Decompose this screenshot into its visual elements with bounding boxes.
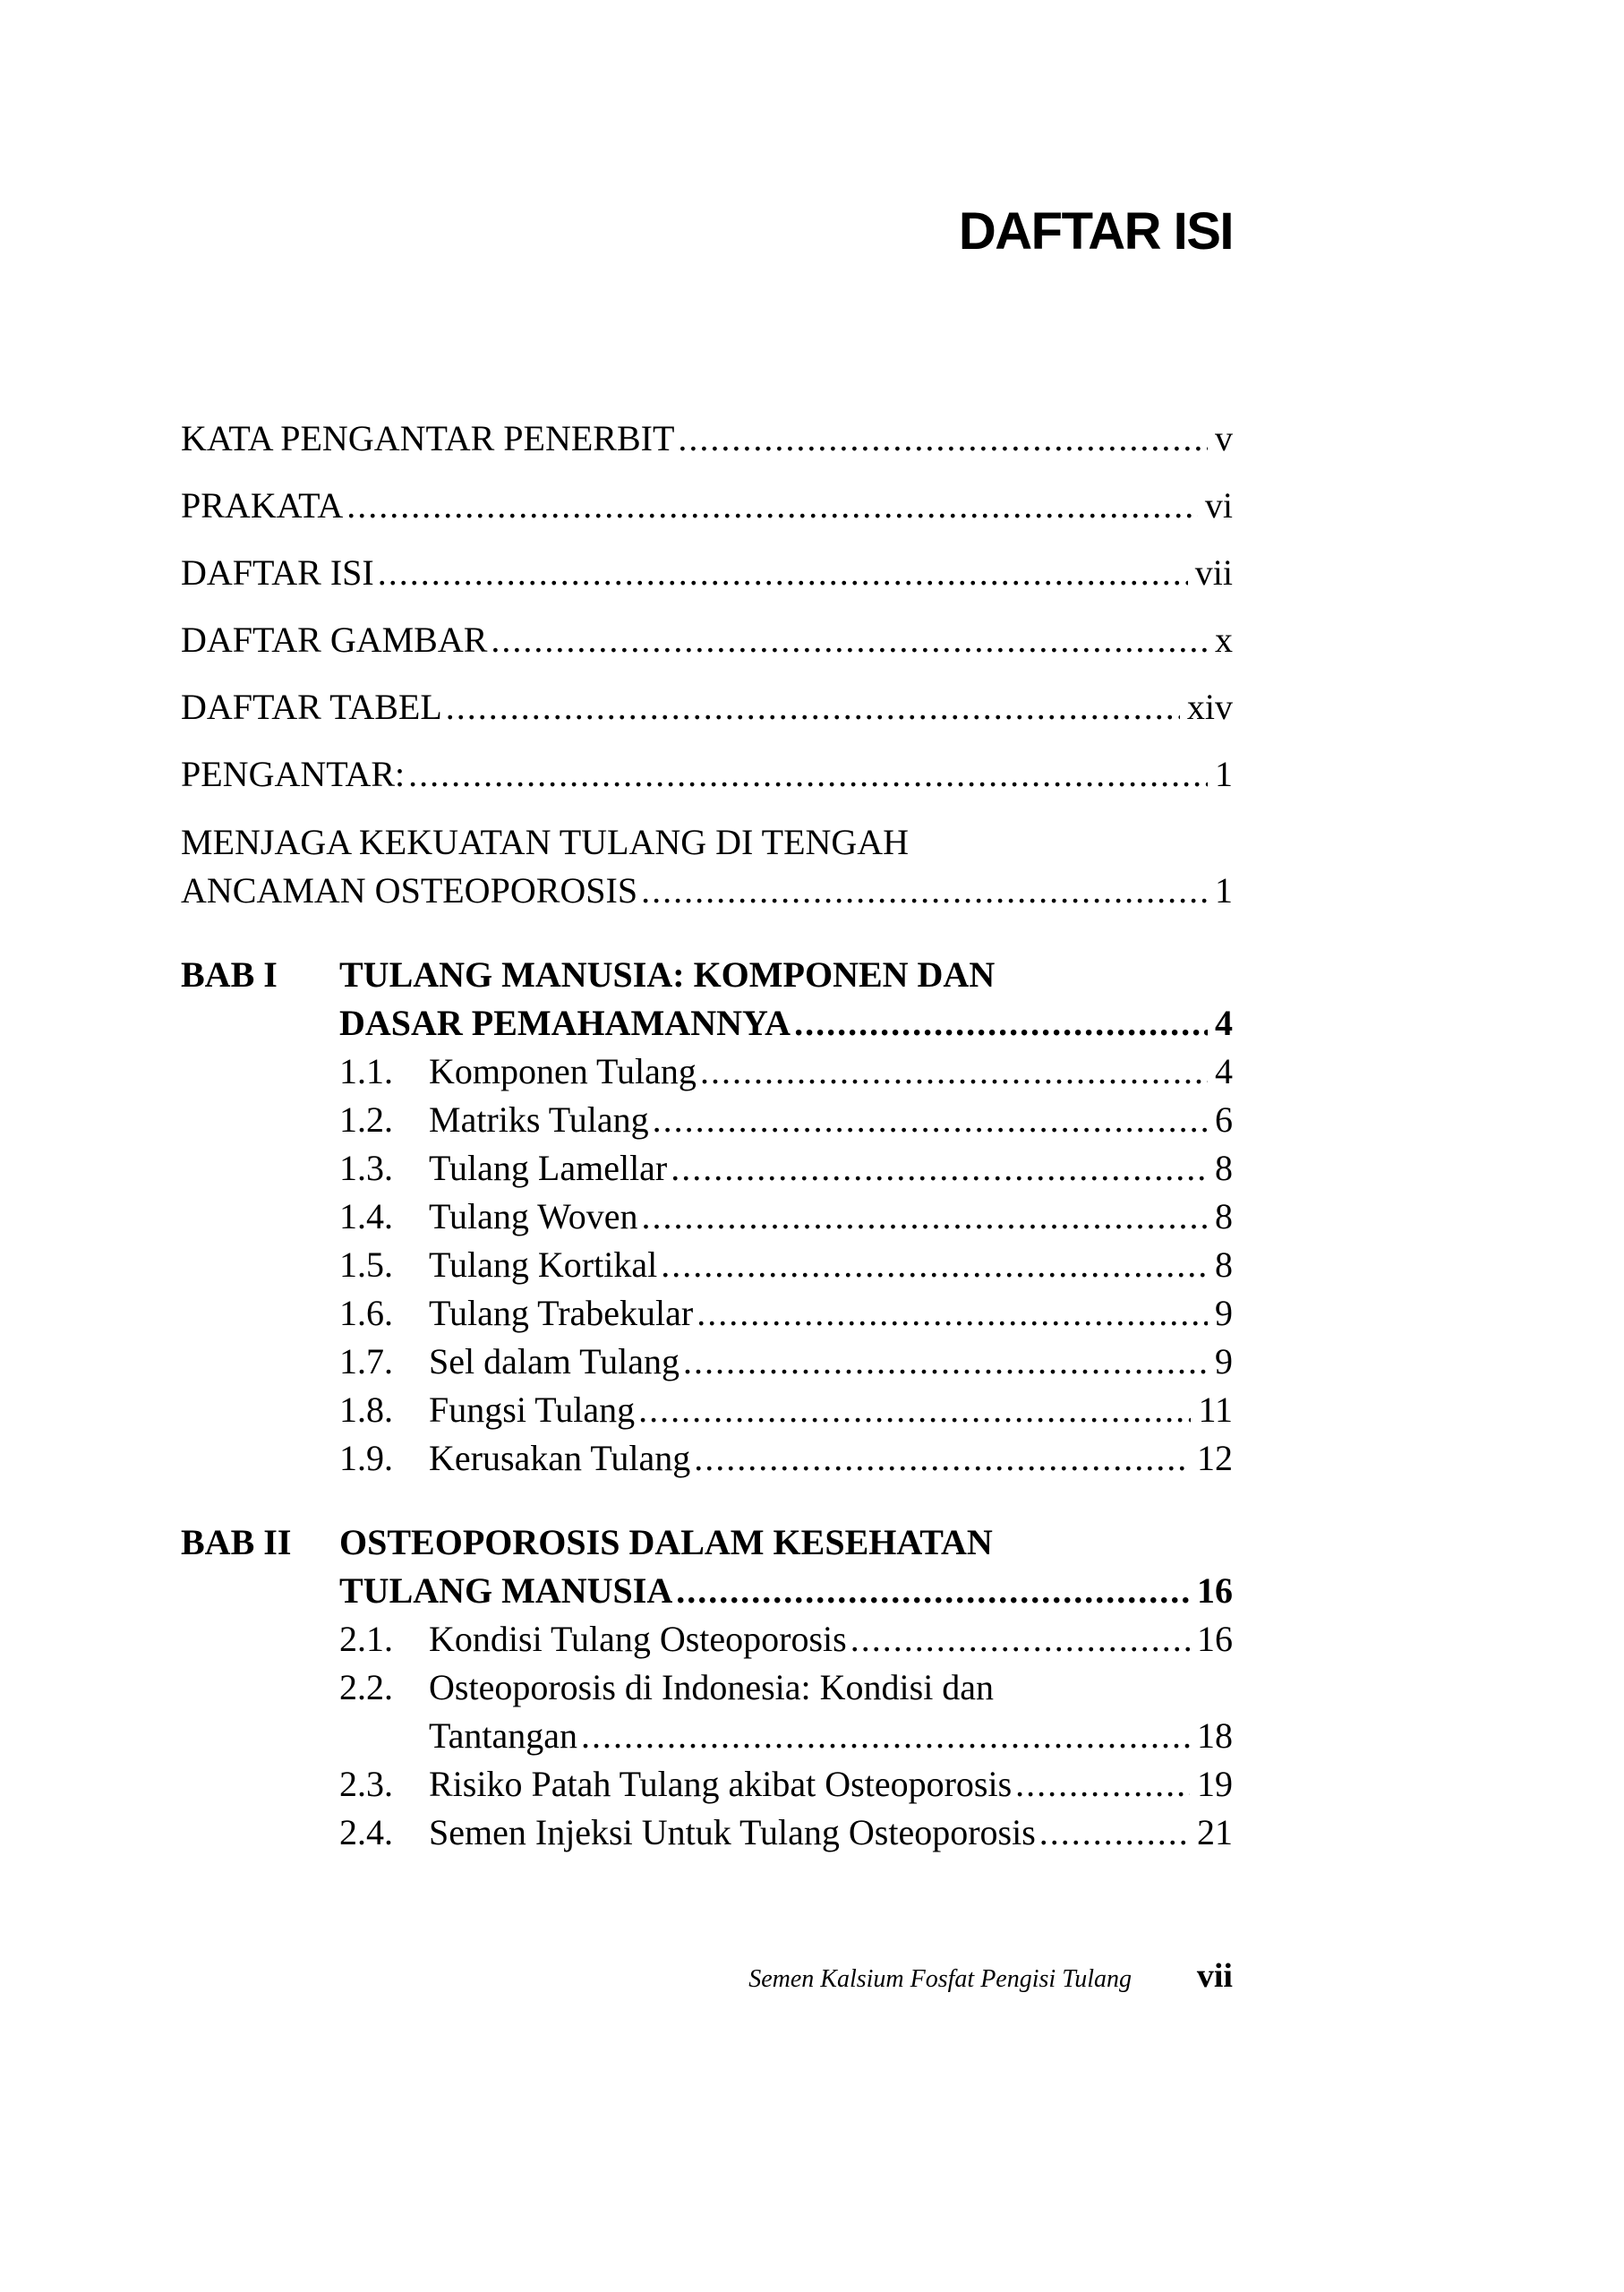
section-number: 1.1. xyxy=(339,1051,393,1091)
toc-page-number: 21 xyxy=(1197,1812,1233,1852)
toc-page-number: 18 xyxy=(1197,1715,1233,1756)
toc-entry-pengantar[interactable] xyxy=(181,753,1233,796)
toc-entry-label: DAFTAR GAMBAR xyxy=(181,620,488,660)
toc-page-number: 16 xyxy=(1197,1619,1233,1659)
dot-leader xyxy=(408,753,1208,796)
dot-leader xyxy=(697,1292,1208,1335)
toc-entry-section[interactable] xyxy=(339,1437,1233,1480)
toc-entry-label xyxy=(339,1437,694,1480)
section-number: 1.8. xyxy=(339,1390,393,1430)
toc-entry-label xyxy=(339,1340,683,1383)
dot-leader xyxy=(794,1002,1208,1045)
toc-entry-kata-pengantar[interactable] xyxy=(181,417,1233,460)
dot-leader xyxy=(661,1244,1208,1287)
section-title: Sel dalam Tulang xyxy=(429,1341,680,1381)
section-number: 1.2. xyxy=(339,1099,393,1140)
toc-page-number: 1 xyxy=(1215,754,1233,794)
toc-entry-daftar-gambar[interactable] xyxy=(181,619,1233,662)
toc-intro-line1[interactable]: MENJAGA KEKUATAN TULANG DI TENGAH xyxy=(181,822,910,862)
toc-entry-label xyxy=(339,1389,638,1432)
dot-leader xyxy=(850,1618,1190,1661)
toc-page-number: v xyxy=(1215,418,1233,458)
toc-page-number: 6 xyxy=(1215,1099,1233,1140)
toc-entry-label xyxy=(339,1195,641,1238)
dot-leader xyxy=(641,869,1208,912)
toc-entry-label xyxy=(339,1099,653,1142)
dot-leader xyxy=(346,484,1198,527)
dot-leader xyxy=(683,1340,1208,1383)
toc-entry-daftar-tabel[interactable] xyxy=(181,686,1233,729)
toc-entry-section[interactable] xyxy=(339,1618,1233,1661)
toc-page-number: 16 xyxy=(1197,1570,1233,1611)
toc-page-number: 8 xyxy=(1215,1244,1233,1285)
toc-entry-section-line1[interactable] xyxy=(339,1666,994,1709)
section-title: Tulang Kortikal xyxy=(429,1244,658,1285)
section-number: 1.6. xyxy=(339,1293,393,1333)
toc-page-number: 11 xyxy=(1198,1390,1233,1430)
toc-entry-label xyxy=(339,1811,1039,1854)
dot-leader xyxy=(1015,1763,1190,1806)
toc-page-number: 19 xyxy=(1197,1764,1233,1804)
section-number: 1.3. xyxy=(339,1148,393,1188)
page-title: DAFTAR ISI xyxy=(958,202,1233,261)
dot-leader xyxy=(653,1099,1208,1142)
section-number: 2.2. xyxy=(339,1667,393,1707)
toc-entry-intro[interactable] xyxy=(181,869,1233,912)
toc-entry-section[interactable] xyxy=(339,1244,1233,1287)
toc-entry-section[interactable] xyxy=(339,1050,1233,1093)
toc-entry-label: DAFTAR TABEL xyxy=(181,687,442,727)
dot-leader xyxy=(581,1715,1190,1757)
toc-entry-label: PRAKATA xyxy=(181,485,344,526)
toc-entry-label xyxy=(339,1244,661,1287)
section-number: 1.9. xyxy=(339,1438,393,1478)
toc-entry-label xyxy=(339,1618,850,1661)
section-number: 1.5. xyxy=(339,1244,393,1285)
toc-entry-section[interactable] xyxy=(339,1763,1233,1806)
toc-page-number: x xyxy=(1215,620,1233,660)
toc-page-number: 9 xyxy=(1215,1341,1233,1381)
section-number: 2.1. xyxy=(339,1619,393,1659)
dot-leader xyxy=(491,619,1208,662)
section-title: Fungsi Tulang xyxy=(429,1390,636,1430)
toc-page-number: vii xyxy=(1194,552,1233,593)
section-number: 1.4. xyxy=(339,1196,393,1236)
toc-page-number: xiv xyxy=(1186,687,1233,727)
dot-leader xyxy=(678,417,1208,460)
chapter-title-line1[interactable]: TULANG MANUSIA: KOMPONEN DAN xyxy=(339,954,996,995)
dot-leader xyxy=(1039,1811,1190,1854)
dot-leader xyxy=(638,1389,1191,1432)
toc-entry-section[interactable] xyxy=(339,1811,1233,1854)
toc-entry-section[interactable] xyxy=(339,1147,1233,1190)
dot-leader xyxy=(378,552,1188,594)
dot-leader xyxy=(700,1050,1208,1093)
section-title: Osteoporosis di Indonesia: Kondisi dan xyxy=(429,1667,995,1707)
chapter-title-line2: DASAR PEMAHAMANNYA xyxy=(339,1003,791,1043)
footer-book-title: Semen Kalsium Fosfat Pengisi Tulang xyxy=(748,1965,1132,1993)
section-title: Kondisi Tulang Osteoporosis xyxy=(429,1619,847,1659)
chapter-title-line2: TULANG MANUSIA xyxy=(339,1570,673,1611)
chapter-label: BAB I xyxy=(181,954,278,995)
toc-entry-label xyxy=(339,1763,1015,1806)
chapter-label: BAB II xyxy=(181,1522,292,1562)
section-number: 2.4. xyxy=(339,1812,393,1852)
toc-page-number: 9 xyxy=(1215,1293,1233,1333)
dot-leader xyxy=(694,1437,1190,1480)
toc-entry-label xyxy=(339,1050,700,1093)
section-number: 1.7. xyxy=(339,1341,393,1381)
toc-entry-section[interactable] xyxy=(339,1099,1233,1142)
section-title-continued: Tantangan xyxy=(429,1715,578,1756)
toc-entry-section[interactable] xyxy=(339,1389,1233,1432)
toc-page-number: 12 xyxy=(1197,1438,1233,1478)
toc-page-number: 4 xyxy=(1215,1051,1233,1091)
section-title: Tulang Woven xyxy=(429,1196,638,1236)
toc-page-number: 8 xyxy=(1215,1196,1233,1236)
section-title: Semen Injeksi Untuk Tulang Osteoporosis xyxy=(429,1812,1036,1852)
toc-entry-section[interactable] xyxy=(339,1292,1233,1335)
toc-entry-chapter-1[interactable] xyxy=(339,1002,1233,1045)
toc-page-number: 1 xyxy=(1215,870,1233,911)
section-title: Tulang Trabekular xyxy=(429,1293,694,1333)
toc-entry-label: DAFTAR ISI xyxy=(181,552,374,593)
section-title: Kerusakan Tulang xyxy=(429,1438,691,1478)
toc-entry-chapter-2[interactable] xyxy=(339,1569,1233,1612)
toc-entry-label: KATA PENGANTAR PENERBIT xyxy=(181,418,675,458)
footer-page-number: vii xyxy=(1196,1957,1233,1995)
toc-page-number: vi xyxy=(1204,485,1233,526)
toc-page-number: 8 xyxy=(1215,1148,1233,1188)
page-footer xyxy=(0,1956,1233,2010)
toc-entry-label xyxy=(339,1147,671,1190)
dot-leader xyxy=(446,686,1180,729)
toc-entry-label xyxy=(339,1292,697,1335)
section-title: Matriks Tulang xyxy=(429,1099,649,1140)
section-title: Komponen Tulang xyxy=(429,1051,697,1091)
toc-entry-label: ANCAMAN OSTEOPOROSIS xyxy=(181,870,638,911)
toc-entry-section[interactable] xyxy=(429,1715,1233,1757)
toc-entry-prakata[interactable] xyxy=(181,484,1233,527)
dot-leader xyxy=(671,1147,1208,1190)
dot-leader xyxy=(641,1195,1208,1238)
toc-entry-section[interactable] xyxy=(339,1340,1233,1383)
chapter-title-line1[interactable]: OSTEOPOROSIS DALAM KESEHATAN xyxy=(339,1522,993,1562)
dot-leader xyxy=(676,1569,1190,1612)
toc-entry-section[interactable] xyxy=(339,1195,1233,1238)
toc-entry-label: PENGANTAR: xyxy=(181,754,406,794)
toc-page-number: 4 xyxy=(1215,1003,1233,1043)
section-title: Tulang Lamellar xyxy=(429,1148,668,1188)
section-title: Risiko Patah Tulang akibat Osteoporosis xyxy=(429,1764,1013,1804)
section-number: 2.3. xyxy=(339,1764,393,1804)
toc-entry-daftar-isi[interactable] xyxy=(181,552,1233,594)
